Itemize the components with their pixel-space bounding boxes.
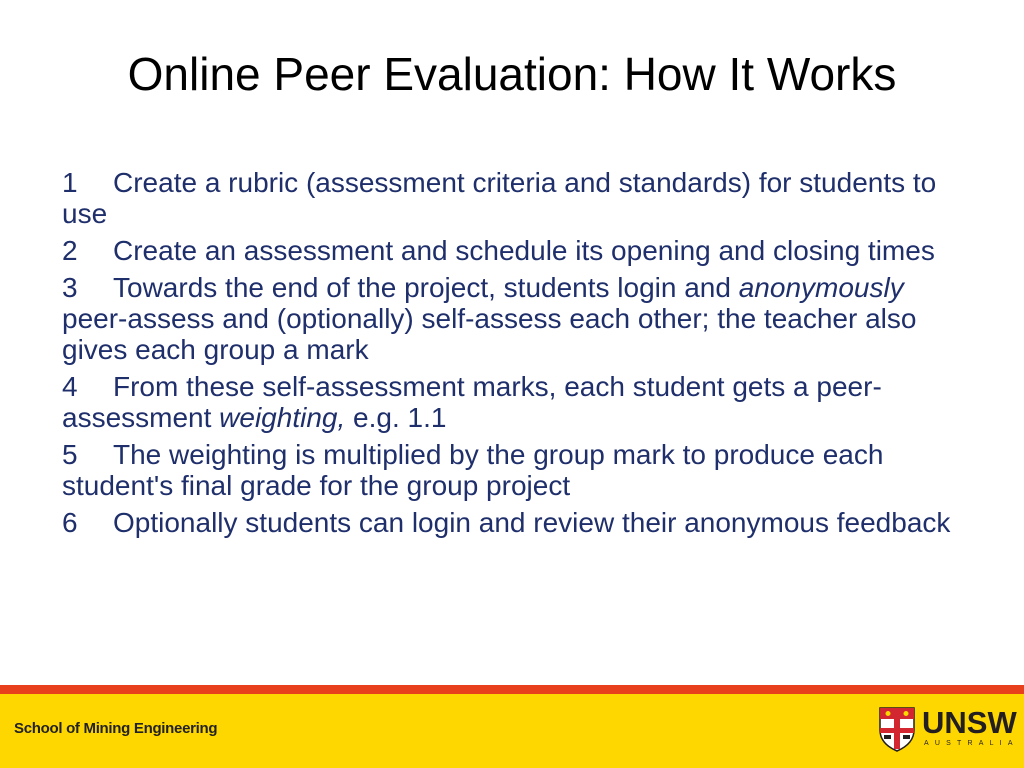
step-number: 1 xyxy=(62,167,78,198)
step-item xyxy=(62,507,962,538)
step-text: e.g. 1.1 xyxy=(345,402,447,433)
step-item xyxy=(62,235,962,266)
step-text: Create a rubric (assessment criteria and standards) for students to use xyxy=(62,167,937,229)
step-text: Towards the end of the project, students login and xyxy=(113,272,739,303)
school-name: School of Mining Engineering xyxy=(14,720,218,737)
step-emphasis: anonymously xyxy=(738,272,904,303)
step-text: From these self-assessment marks, each student gets a peer-assessment xyxy=(62,371,882,433)
step-number: 5 xyxy=(62,439,78,470)
step-item xyxy=(62,167,962,229)
step-number: 3 xyxy=(62,272,78,303)
step-text: Optionally students can login and review their anonymous feedback xyxy=(113,507,951,538)
unsw-logo xyxy=(878,705,1019,752)
logo-subtext: AUSTRALIA xyxy=(924,740,1019,747)
step-text: The weighting is multiplied by the group mark to produce each student's final grade for the group project xyxy=(62,439,884,501)
footer-stripe xyxy=(0,685,1024,694)
logo-wordmark: UNSW xyxy=(922,705,1017,740)
step-number: 2 xyxy=(62,235,78,266)
steps-list xyxy=(62,167,962,544)
step-text: Create an assessment and schedule its opening and closing times xyxy=(113,235,935,266)
step-number: 6 xyxy=(62,507,78,538)
slide-title: Online Peer Evaluation: How It Works xyxy=(127,48,897,100)
step-number: 4 xyxy=(62,371,78,402)
crest-icon xyxy=(878,706,916,752)
step-item xyxy=(62,439,962,501)
step-text: peer-assess and (optionally) self-assess each other; the teacher also gives each group a mark xyxy=(62,303,917,365)
step-item xyxy=(62,371,962,433)
step-emphasis: weighting, xyxy=(219,402,346,433)
step-item xyxy=(62,272,962,365)
